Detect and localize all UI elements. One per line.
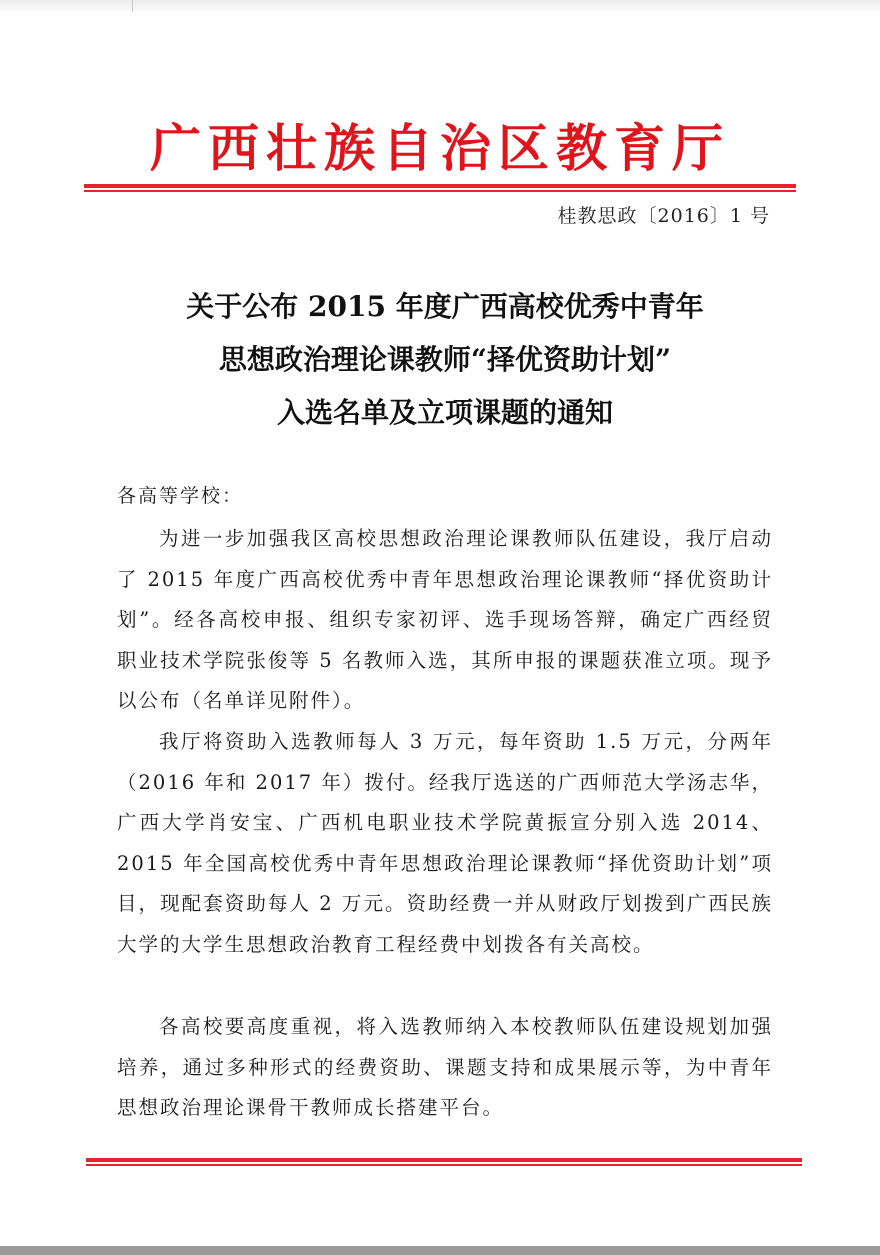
issuer-header: 广西壮族自治区教育厅 <box>149 119 730 179</box>
title-line-1: 关于公布 2015 年度广西高校优秀中青年 <box>186 290 704 323</box>
strip-notch <box>132 0 133 12</box>
document-number: 桂教思政〔2016〕1 号 <box>557 205 770 227</box>
footer-red-rule-thin <box>86 1164 802 1166</box>
header-red-rule-thick <box>84 184 796 188</box>
body-paragraph-1: 为进一步加强我区高校思想政治理论课教师队伍建设，我厅启动了 2015 年度广西高校优秀中青年思想政治理论课教师“择优资助计划”。经各高校申报、组织专家初评、选手现场答辩，确定广西经贸职业技术学院张俊等 5 名教师入选，其所申报的课题获准立项。现予以公布（名单详见附件）。 <box>117 527 773 713</box>
title-line-3: 入选名单及立项课题的通知 <box>276 396 613 429</box>
footer-red-rule-thick <box>86 1158 802 1162</box>
faint-watermark <box>538 1176 838 1216</box>
document-title <box>100 280 790 439</box>
header-red-rule-thin <box>84 190 796 192</box>
body-paragraph-2: 我厅将资助入选教师每人 3 万元，每年资助 1.5 万元，分两年（2016 年和 2017 年）拨付。经我厅选送的广西师范大学汤志华，广西大学肖安宝、广西机电职业技术学院黄振宣分别入选 2014、2015 年全国高校优秀中青年思想政治理论课教师“择优资助计划”项目，现配套资助每人 2 万元。资助经费一并从财政厅划拨到广西民族大学的大学生思想政治教育工程经费中划拨各有关高校。 <box>117 730 773 956</box>
top-edge-strip <box>0 0 880 14</box>
salutation: 各高等学校： <box>117 485 244 507</box>
title-line-2: 思想政治理论课教师“择优资助计划” <box>218 343 672 376</box>
body-paragraph-3: 各高校要高度重视，将入选教师纳入本校教师队伍建设规划加强培养，通过多种形式的经费资助、课题支持和成果展示等，为中青年思想政治理论课骨干教师成长搭建平台。 <box>117 1015 773 1120</box>
bottom-edge-strip <box>0 1246 880 1255</box>
